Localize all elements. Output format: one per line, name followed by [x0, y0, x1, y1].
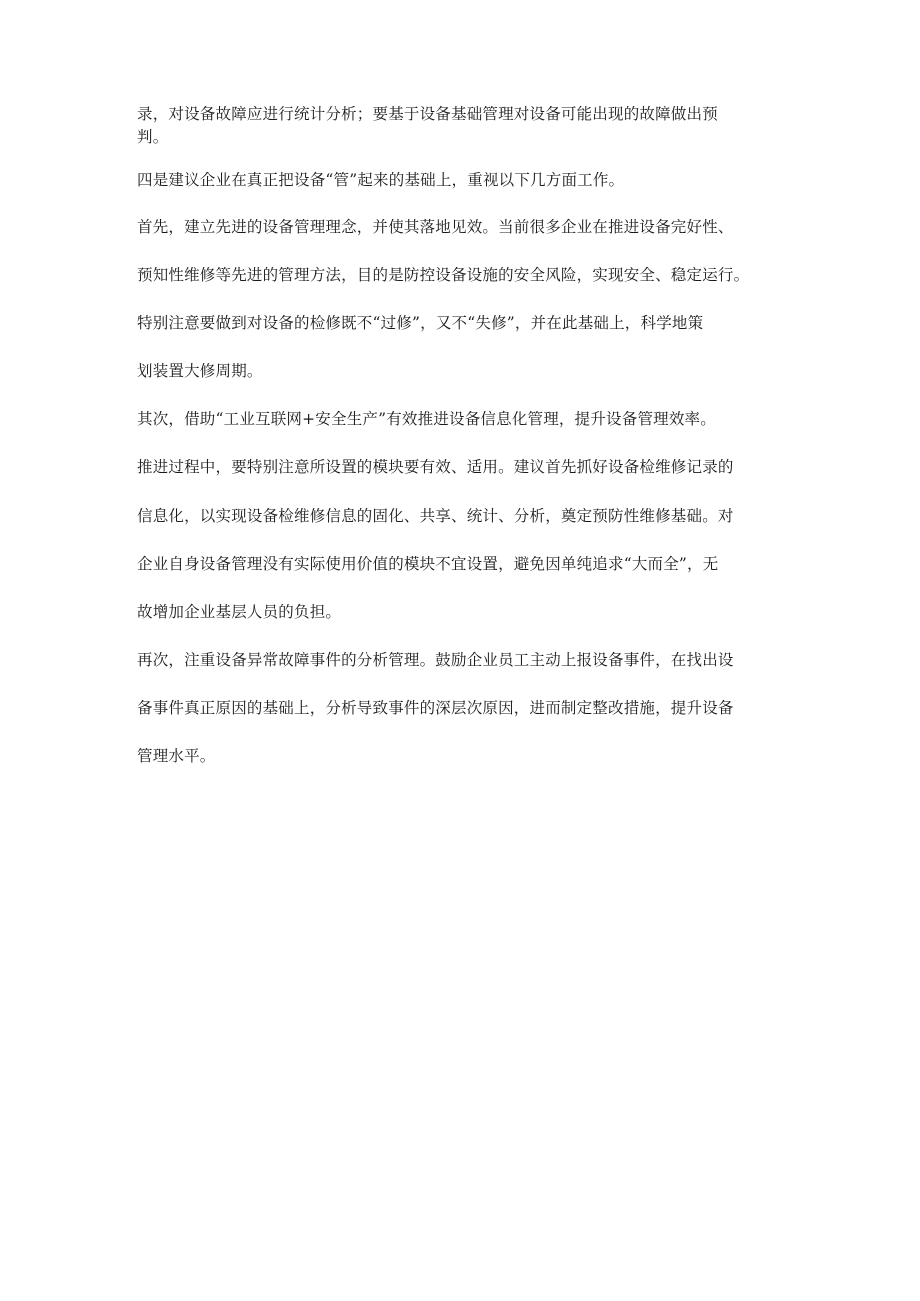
text-line: 企业自身设备管理没有实际使用价值的模块不宜设置，避免因单纯追求“大而全”，无: [137, 555, 719, 573]
text-line: 特别注意要做到对设备的检修既不“过修”，又不“失修”，并在此基础上，科学地策: [137, 314, 704, 332]
text-line: 录，对设备故障应进行统计分析；要基于设备基础管理对设备可能出现的故障做出预: [137, 105, 718, 123]
text-line: 其次，借助“工业互联网+安全生产”有效推进设备信息化管理，提升设备管理效率。: [137, 410, 716, 428]
text-line: 管理水平。: [137, 747, 216, 765]
text-line: 备事件真正原因的基础上，分析导致事件的深层次原因，进而制定整改措施，提升设备: [137, 699, 734, 717]
text-line: 四是建议企业在真正把设备“管”起来的基础上，重视以下几方面工作。: [137, 171, 625, 189]
text-line: 首先，建立先进的设备管理理念，并使其落地见效。当前很多企业在推进设备完好性、: [137, 218, 734, 236]
text-line: 判。: [137, 128, 169, 146]
text-line: 划装置大修周期。: [137, 362, 263, 380]
text-line: 推进过程中，要特别注意所设置的模块要有效、适用。建议首先抓好设备检维修记录的: [137, 458, 734, 476]
text-line: 再次，注重设备异常故障事件的分析管理。鼓励企业员工主动上报设备事件，在找出设: [137, 651, 734, 669]
text-line: 信息化，以实现设备检维修信息的固化、共享、统计、分析，奠定预防性维修基础。对: [137, 507, 734, 525]
text-line: 故增加企业基层人员的负担。: [137, 603, 342, 621]
text-line: 预知性维修等先进的管理方法，目的是防控设备设施的安全风险，实现安全、稳定运行。: [137, 266, 750, 284]
